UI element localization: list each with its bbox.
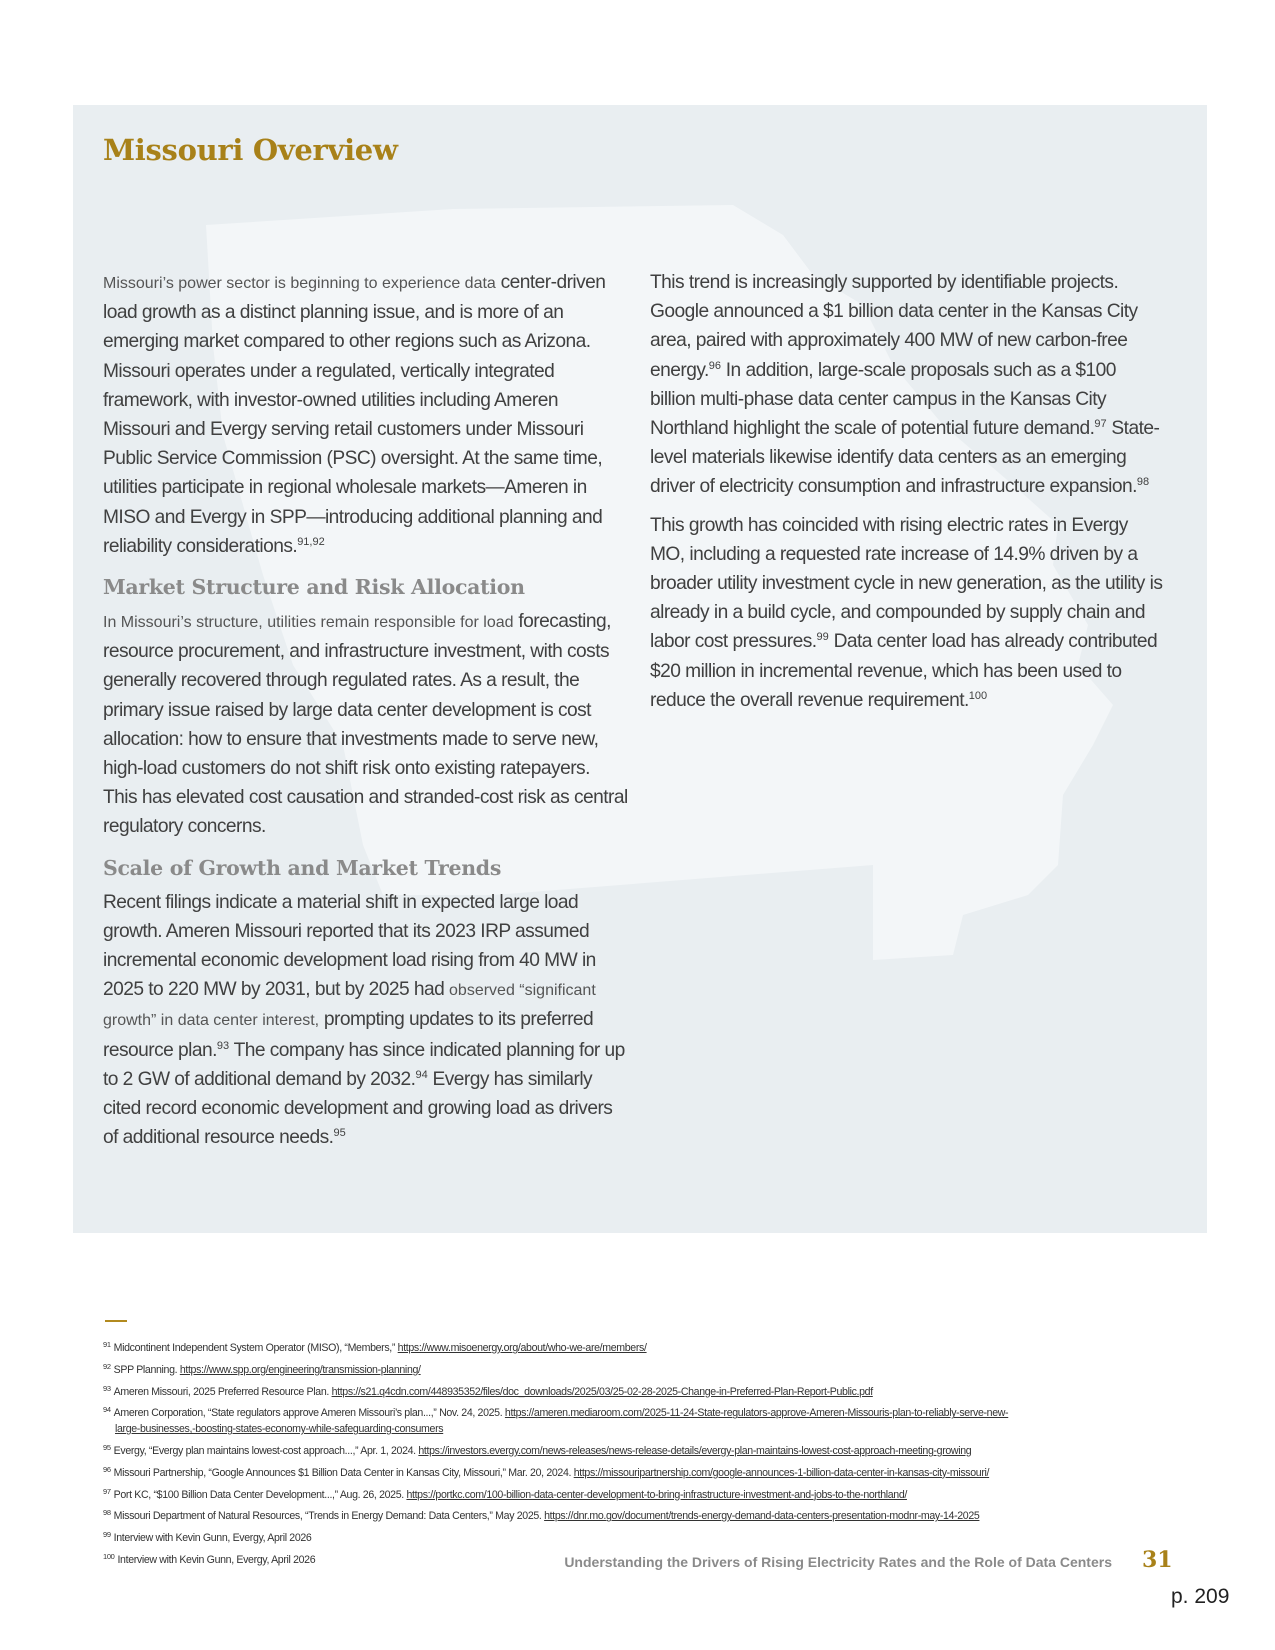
footnote-link[interactable]: https://www.misoenergy.org/about/who-we-are/members/ <box>397 1342 647 1354</box>
page-title: Missouri Overview <box>103 133 398 167</box>
subheading-market-structure: Market Structure and Risk Allocation <box>103 575 525 600</box>
scale-text-b: prompting updates to its preferred resource plan. <box>103 1009 594 1061</box>
footnote-link[interactable]: https://dnr.mo.gov/document/trends-energy-demand-data-centers-presentation-modnr-may-14-2025 <box>544 1510 980 1523</box>
footnote-text: SPP Planning. <box>113 1363 180 1376</box>
subheading-scale-of-growth: Scale of Growth and Market Trends <box>103 855 502 880</box>
footnote-number: 91 <box>103 1340 111 1349</box>
footnote-item <box>103 1439 1183 1461</box>
scale-paragraph <box>103 888 628 1153</box>
footnote-number: 92 <box>103 1361 111 1371</box>
footnote-link[interactable]: https://investors.evergy.com/news-releases/news-release-details/evergy-plan-maintains-lowest-cost-approach-meeting-growing <box>418 1444 972 1457</box>
projects-paragraph <box>650 268 1165 502</box>
footnote-link[interactable]: https://missouripartnership.com/google-announces-1-billion-data-center-in-kansas-city-missouri/ <box>573 1466 990 1479</box>
footnote-ref: 94 <box>415 1068 428 1081</box>
footnote-link[interactable]: https://portkc.com/100-billion-data-center-development-to-bring-infrastructure-investment-and-jobs-to-the-northland/ <box>406 1488 907 1501</box>
footnote-item <box>103 1380 1183 1402</box>
rates-paragraph <box>650 511 1165 715</box>
footnote-text: Missouri Department of Natural Resources, “Trends in Energy Demand: Data Centers,” May 2025. <box>113 1510 545 1523</box>
footnote-text: Midcontinent Independent System Operator (MISO), “Members,” <box>113 1342 398 1354</box>
market-lead: In Missouri’s structure, utilities remain responsible for load <box>103 614 514 632</box>
footnote-ref: 100 <box>968 689 988 702</box>
footnote-text: Missouri Partnership, “Google Announces $1 Billion Data Center in Kansas City, Missouri,” Mar. 20, 2024. <box>113 1466 574 1479</box>
footnote-item <box>103 1401 1183 1439</box>
footnote-link[interactable]: https://ameren.mediaroom.com/2025-11-24-State-regulators-approve-Ameren-Missouris-plan-to-reliably-serve-new- <box>504 1407 1009 1420</box>
footnote-number: 99 <box>103 1530 111 1540</box>
footnote-ref: 98 <box>1136 476 1150 489</box>
footnotes-list <box>103 1336 1183 1570</box>
page-number: 31 <box>1142 1547 1173 1573</box>
footnote-number: 96 <box>103 1464 111 1474</box>
rates-text-a: This growth has coincided with rising electric rates in Evergy MO, including a requested rate increase of 14.9% driven by a broader utility investment cycle in new generation, as the utility is already in a build cycle, and compounded by supply chain and labor cost pressures. <box>650 514 1163 653</box>
footnote-link[interactable]: https://www.spp.org/engineering/transmission-planning/ <box>179 1363 421 1376</box>
footnote-text: Interview with Kevin Gunn, Evergy, April 2026 <box>117 1553 316 1566</box>
scale-text-c: The company has since indicated planning for up to 2 GW of additional demand by 2032. <box>103 1039 625 1090</box>
footnote-item <box>103 1358 1183 1380</box>
rates-text-b: Data center load has already contributed $20 million in incremental revenue, which has been used to reduce the overall revenue requirement. <box>650 631 1158 711</box>
footnote-number: 97 <box>103 1486 111 1496</box>
footnote-link[interactable]: https://s21.q4cdn.com/448935352/files/doc_downloads/2025/03/25-02-28-2025-Change-in-Preferred-Plan-Report-Public.pdf <box>331 1385 873 1398</box>
footnote-text: Port KC, “$100 Billion Data Center Development...,” Aug. 26, 2025. <box>113 1488 407 1501</box>
projects-text-a: This trend is increasingly supported by identifiable projects. Google announced a $1 billion data center in the Kansas City area, paired with approximately 400 MW of new carbon-free energy. <box>650 272 1138 381</box>
projects-text-b: In addition, large-scale proposals such as a $100 billion multi-phase data center campus in the Kansas City Northland highlight the scale of potential future demand. <box>650 359 1116 440</box>
footnote-ref: 91,92 <box>297 535 325 548</box>
footnote-ref: 93 <box>216 1039 230 1052</box>
footnote-divider <box>105 1320 127 1322</box>
footnote-item <box>103 1336 1183 1358</box>
scale-text-d: Evergy has similarly cited record economic development and growing load as drivers of additional resource needs. <box>103 1068 613 1149</box>
footnote-item <box>103 1483 1183 1505</box>
footnote-number: 93 <box>103 1383 111 1393</box>
market-structure-paragraph <box>103 607 628 842</box>
intro-paragraph <box>103 268 628 561</box>
footnote-number: 98 <box>103 1508 111 1518</box>
market-body: forecasting, resource procurement, and infrastructure investment, with costs generally recovered through regulated rates. As a result, the primary issue raised by large data center development is cost allocation: how to ensure that investments made to serve new, high-load customers do not shift risk onto existing ratepayers. This has elevated cost causation and stranded-cost risk as central regulatory concerns. <box>103 611 628 838</box>
footnote-text: Evergy, “Evergy plan maintains lowest-cost approach...,” Apr. 1, 2024. <box>113 1444 419 1457</box>
footnote-number: 94 <box>103 1405 111 1415</box>
footnote-ref: 97 <box>1094 418 1107 431</box>
right-column <box>650 268 1165 724</box>
scale-text-mid: observed “significant growth” in data center interest, <box>103 982 596 1030</box>
page-tag: p. 209 <box>1171 1585 1230 1608</box>
footnote-number: 95 <box>103 1442 111 1452</box>
footnote-item <box>103 1526 1183 1548</box>
footnote-text: Interview with Kevin Gunn, Evergy, April 2026 <box>113 1532 312 1545</box>
footnote-item <box>103 1504 1183 1526</box>
footnote-number: 100 <box>103 1551 115 1561</box>
intro-lead: Missouri’s power sector is beginning to experience data <box>103 275 496 292</box>
footnote-ref: 96 <box>708 359 721 372</box>
projects-text-c: State-level materials likewise identify data centers as an emerging driver of electricity consumption and infrastructure expansion. <box>650 418 1160 498</box>
left-column <box>103 268 628 1161</box>
footnote-text: Ameren Corporation, “State regulators approve Ameren Missouri’s plan...,” Nov. 24, 2025. <box>113 1407 505 1420</box>
footer-report-title: Understanding the Drivers of Rising Electricity Rates and the Role of Data Centers <box>564 1554 1112 1570</box>
scale-text-a: Recent filings indicate a material shift in expected large load growth. Ameren Missouri reported that its 2023 IRP assumed incremental economic development load rising from 40 MW in 2025 to 220 MW by 2031, but by 2025 had <box>103 891 596 1001</box>
footnote-text: Ameren Missouri, 2025 Preferred Resource Plan. <box>113 1385 332 1398</box>
footnote-item <box>103 1461 1183 1483</box>
footnote-ref: 99 <box>816 631 829 644</box>
footnote-ref: 95 <box>333 1127 346 1140</box>
intro-body: center-driven load growth as a distinct planning issue, and is more of an emerging market compared to other regions such as Arizona. Missouri operates under a regulated, vertically integrated framework, with investor-owned utilities including Ameren Missouri and Evergy serving retail customers under Missouri Public Service Commission (PSC) oversight. At the same time, utilities participate in regional wholesale markets—Ameren in MISO and Evergy in SPP—introducing additional planning and reliability considerations. <box>103 272 606 557</box>
footnote-link-continued[interactable]: large-businesses,-boosting-states-economy-while-safeguarding-consumers <box>115 1423 444 1436</box>
